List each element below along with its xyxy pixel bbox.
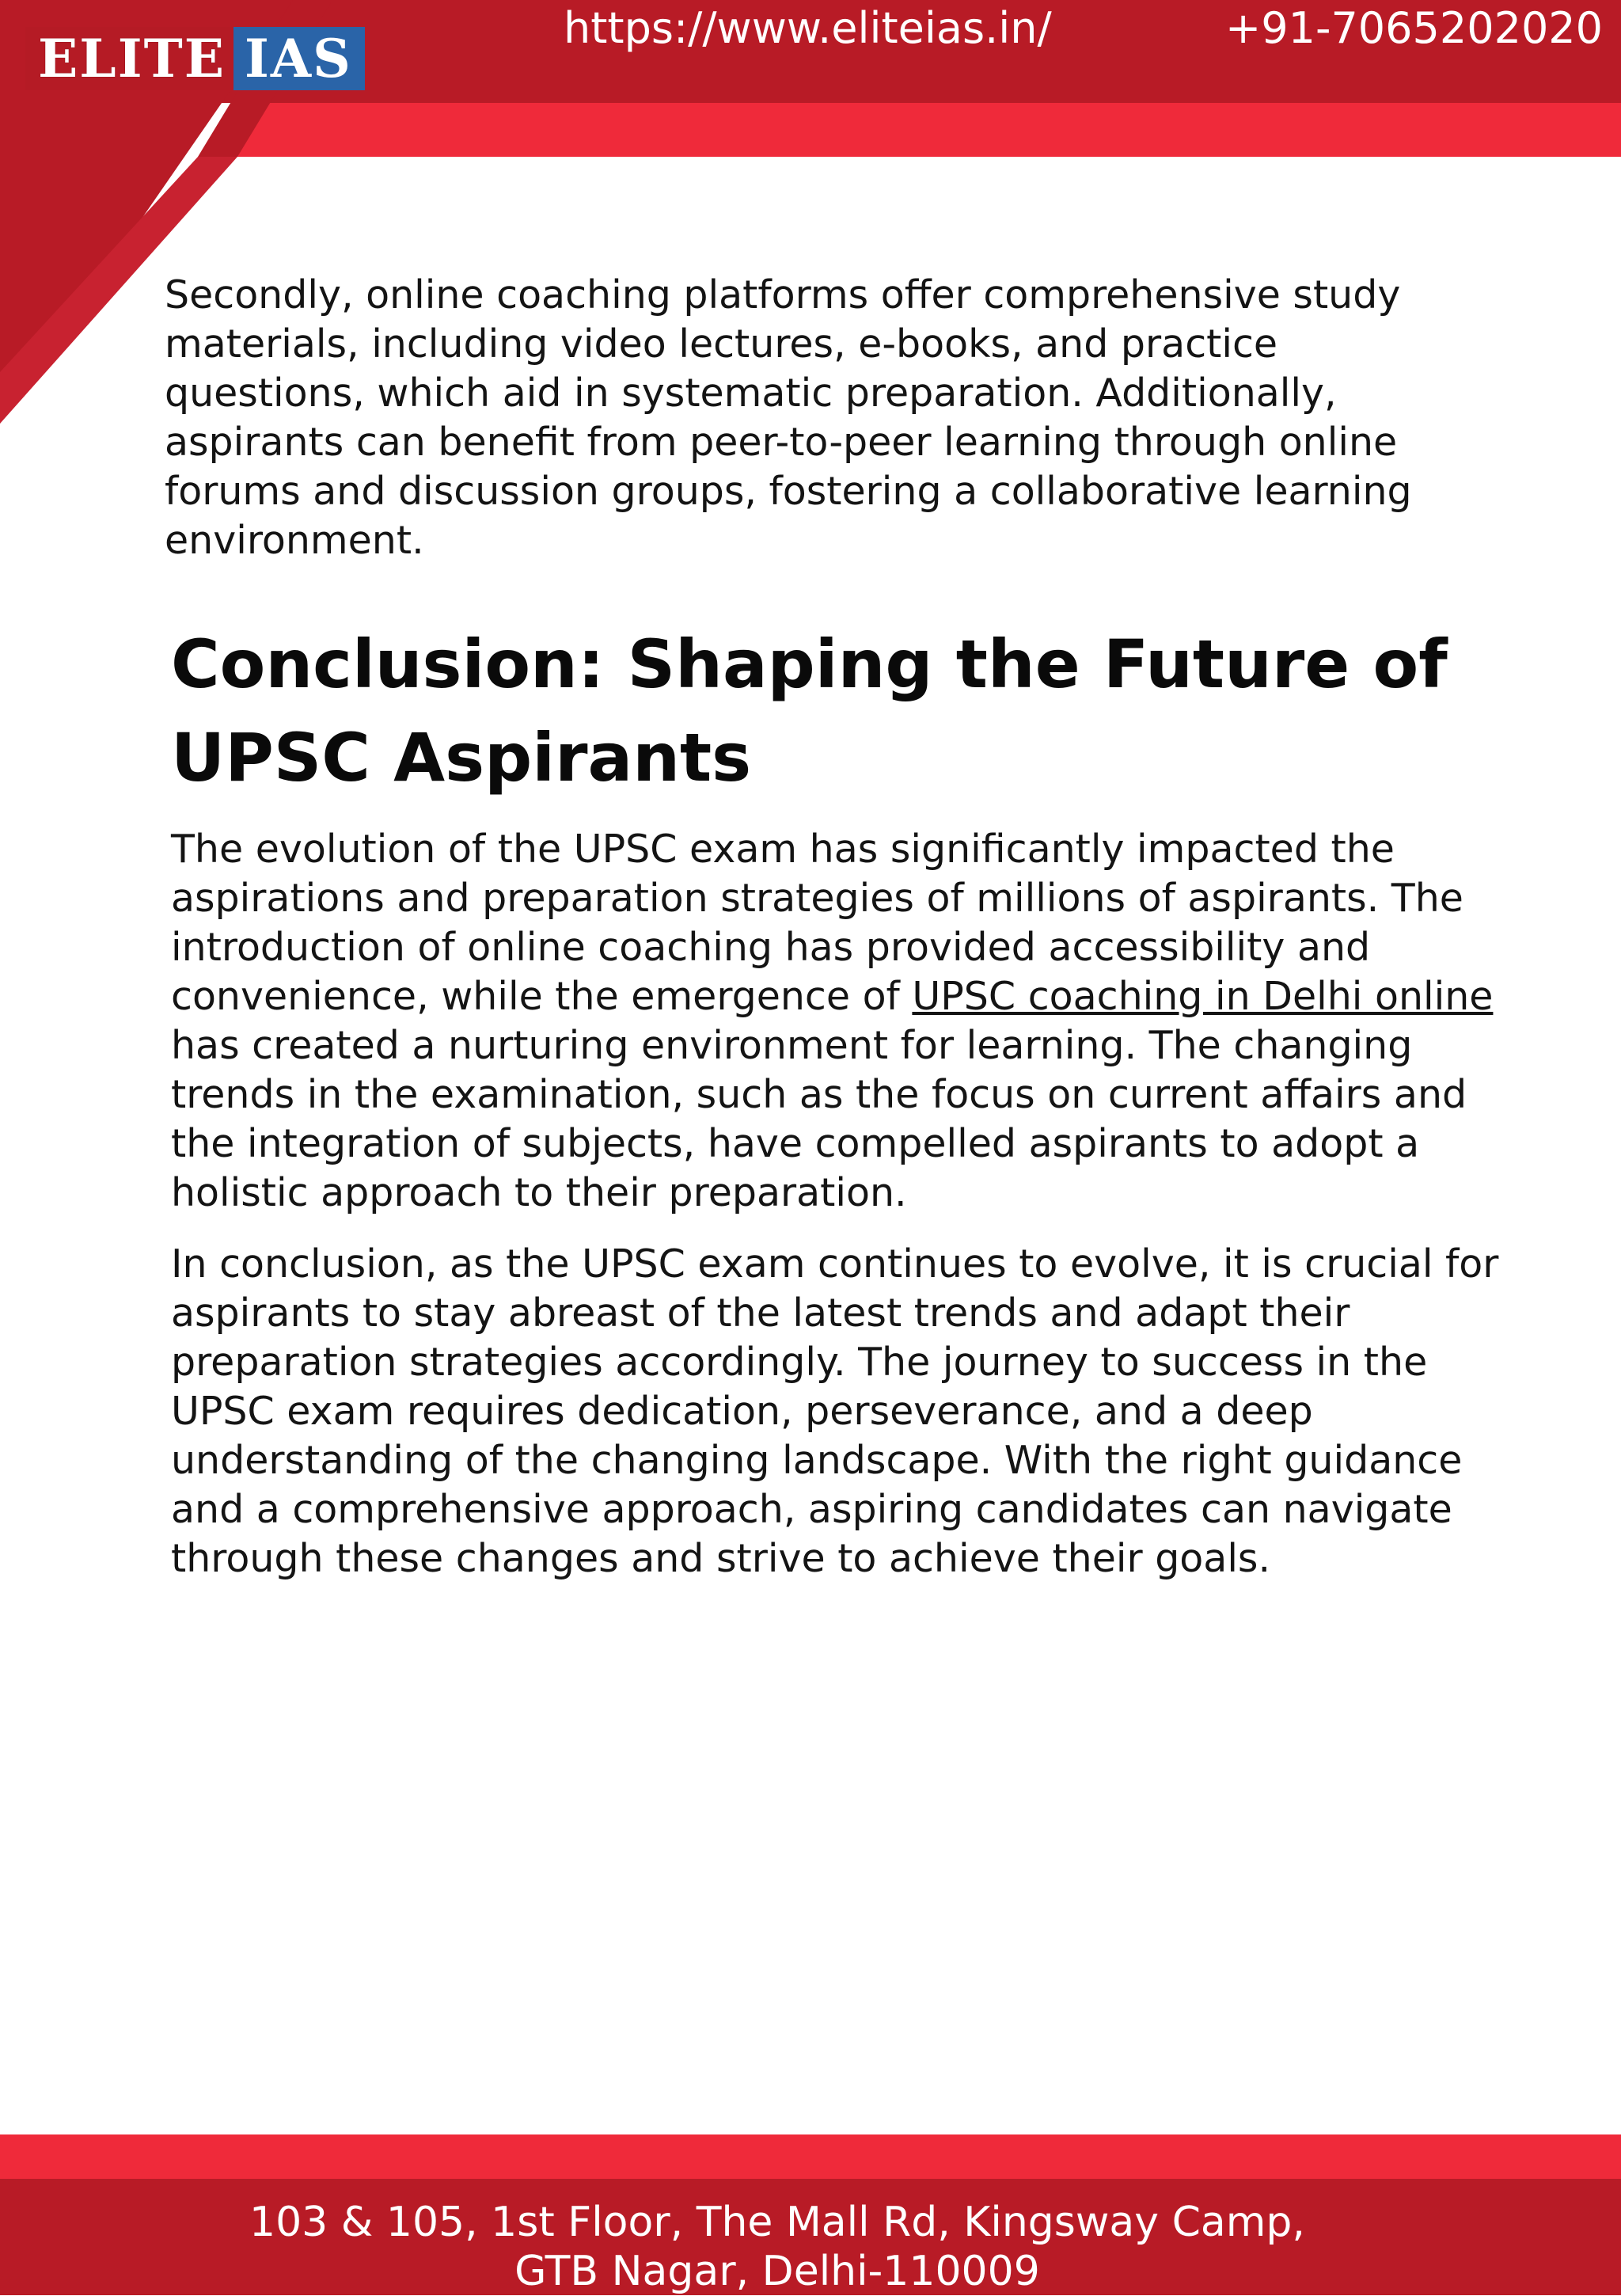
- address-line-1: 103 & 105, 1st Floor, The Mall Rd, Kingsway Camp,: [249, 2199, 1305, 2246]
- footer-accent-strip: [0, 2134, 1621, 2179]
- upsc-coaching-delhi-online-link[interactable]: UPSC coaching in Delhi online: [912, 974, 1494, 1019]
- elite-ias-logo[interactable]: [25, 27, 365, 90]
- website-link[interactable]: https://www.eliteias.in/: [564, 3, 1052, 53]
- footer-band: [0, 2179, 1621, 2295]
- logo-ias-text: IAS: [233, 27, 365, 90]
- conclusion-paragraph-1: [171, 825, 1501, 1218]
- phone-number[interactable]: +91-7065202020: [1225, 3, 1604, 53]
- footer: [0, 2134, 1621, 2295]
- logo-elite-text: ELITE: [25, 27, 233, 90]
- header-band: [0, 0, 1621, 158]
- paragraph-text: The evolution of the UPSC exam has significantly impacted the aspirations and preparation strategies of millions of aspirants. The introduction of online coaching has provided accessibility and convenience, while the emergence of: [171, 827, 1463, 1019]
- address-line-2: GTB Nagar, Delhi-110009: [514, 2248, 1040, 2295]
- conclusion-heading: Conclusion: Shaping the Future of UPSC Aspirants: [171, 625, 1448, 796]
- intro-paragraph: Secondly, online coaching platforms offer comprehensive study materials, including video lectures, e-books, and practice questions, which aid in systematic preparation. Additionally, aspirants can benefit from peer-to-peer learning through online forums and discussion groups, fostering a collaborative learning environment.: [165, 272, 1412, 563]
- footer-address: [0, 2198, 1555, 2296]
- conclusion-paragraph-2: In conclusion, as the UPSC exam continues to evolve, it is crucial for aspirants to stay abreast of the latest trends and adapt their preparation strategies accordingly. The journey to success in the UPSC exam requires dedication, perseverance, and a deep understanding of the changing landscape. With the right guidance and a comprehensive approach, aspiring candidates can navigate through these changes and strive to achieve their goals.: [171, 1241, 1499, 1581]
- paragraph-text: has created a nurturing environment for learning. The changing trends in the examination, such as the focus on current affairs and the integration of subjects, have compelled aspirants to adopt a holistic approach to their preparation.: [171, 1023, 1467, 1215]
